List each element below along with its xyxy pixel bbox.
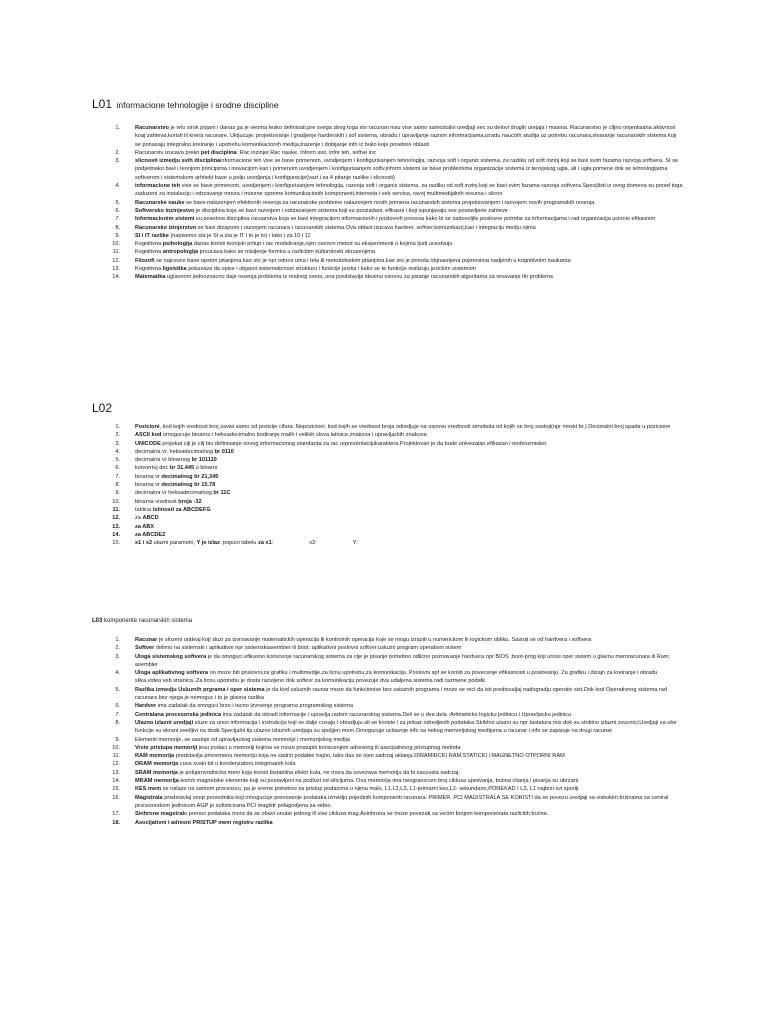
list-item [108,669,683,686]
item-text: x2: [309,540,317,547]
item-text: decimalna vr. heksadecimalnog [135,448,215,455]
item-text: : [271,540,274,547]
bold-term: MRAM memorija [135,778,179,785]
bold-term: SI i IT razlike [135,232,169,239]
bold-term: ABCD [142,515,159,522]
item-number: 10. [112,744,120,751]
section-title: komponente racunarskih sistema [104,618,193,624]
item-number: 4. [115,670,120,677]
bold-term: Magistrala [135,794,163,801]
item-text: predstavlja privremenu memoriju koja ne sadrzi podatke trajno, tako das se njen sadrzaj uklanja.DINAMIRCKI RAM,STATICKI i MAGNETNO OTPORNI RAM [174,753,565,760]
item-number: 1. [115,125,120,131]
list-item [108,273,683,281]
item-text: ima zadatak da obradi informacije i upravlja radom racunarskog sistema.Deli se u dva dela :Aritmeticko logicku jedinicu i Upravljacku jedinicu [221,711,572,718]
item-number: 11. [112,249,120,256]
item-text: tablica [135,506,153,513]
bold-term: Uloga aplikativnog softvera [135,670,209,677]
list-item [108,265,683,273]
item-number: 12. [112,761,120,768]
list-item [108,539,683,547]
item-number: 2. [115,149,120,156]
list-item [108,440,683,448]
list-item [108,248,683,256]
item-number: 8. [115,719,120,726]
bold-term: antropologija [162,249,199,256]
item-number: 13. [112,769,120,776]
bold-term: Ulazno izlazni uredjaji [135,719,194,726]
item-number: 7. [115,711,120,718]
item-number: 2. [115,645,120,652]
question-list-l02 [108,423,683,547]
bold-term: Racunarske nauke [135,199,185,206]
bold-term: Pozicioni [135,424,160,430]
bold-term: br 0110 [214,448,234,455]
bold-term: br 101110 [191,457,217,464]
list-item [108,423,683,431]
item-text: Kognitivna [135,249,163,256]
item-text: za [135,515,143,522]
item-text: Kognitivna [135,241,163,248]
item-number: 3. [115,158,120,165]
bold-term: ligvistika [162,266,187,273]
section-heading-l02 [92,399,112,417]
list-item [108,149,683,157]
item-text: sluze za unos informacija i instrukcija koji se dalje cuvaju i obradjuju ali se koriste i za prikaz odredjenih podataka.Striktno ulazni su npr tastatura mis dok su striktno izlazni zvucnici,Uredjaji sa obe funkcije su ekrani osetljivi na dodir.Specijalni tip ulazno izlaznih uredjaja su spoljjen mem.Omogucuje ucitavnje info sa nekog memorijskog medijuma u racunar i info se zapisuje na drugi racunar [135,719,677,735]
bold-term: Sinhrone magstral [135,811,185,818]
bold-term: RAM memorija [135,753,175,760]
item-number: 13. [112,523,120,530]
item-number: 13. [112,266,120,273]
list-item [108,215,683,223]
item-number: 9. [115,490,120,497]
item-number: 4. [115,183,120,190]
item-number: 3. [115,440,120,447]
question-list-l01 [108,124,683,282]
bold-term: slicnosti izmedju svih disciplina [135,158,221,165]
bold-term: informacione teh [135,183,181,190]
question-list-l03 [108,636,683,827]
item-number: 3. [115,653,120,660]
item-text: decimalna vr binarnog [135,457,192,464]
item-number: 2. [115,432,120,439]
item-number: 18. [112,819,120,826]
item-text: Elementi memorije, se sastoje od upravljackog sistema memorije i memorijskog medija [135,736,350,743]
list-item [108,431,683,439]
item-number: 8. [115,482,120,489]
item-number: 14. [112,274,120,281]
item-number: 4. [115,448,120,455]
item-text: cuva svaki bit u kondenzatoru integrisanih kola [178,761,296,768]
bold-term: Y je izlaz [196,540,220,547]
item-text: , kod kojih vrednost broj zavisi samo od pozicije cifara. Nepozicioni, kod kojih se vrednost broja odredjuje na osnovu vrednosti simobola od kojih se broj sastoji(npr rimski br.).Decimalni broj spada u pozicione [159,424,671,430]
bold-term: x1 i x2 [135,540,153,547]
item-number: 1. [115,637,120,643]
bold-term: Uloga sistemskog softvera [135,653,207,660]
list-item [108,819,683,827]
item-number: 11. [112,753,120,760]
item-number: 5. [115,457,120,464]
item-text: omogucuje binarno i heksadecimalno kodiranje malih i velikih slova latinice,znakova i upravljackih znakova [161,432,427,439]
bold-term: Informacionim sistemi [135,216,195,223]
item-number: 5. [115,686,120,693]
list-item [108,686,683,703]
section-code: L02 [92,401,113,415]
item-number: 10. [112,241,120,248]
item-text: konvertuj dec [135,465,170,472]
bold-term: br 11C [213,490,231,497]
bold-term: Razlika izmedju Usluznih prgrama i oper sistema [135,686,265,693]
bold-term: decimalnog br 15.78 [161,482,216,489]
item-number: 15. [112,786,120,793]
item-text: binarna vr [135,482,162,489]
list-item [108,456,683,464]
item-number: 14. [112,531,120,538]
list-item [108,232,683,240]
list-item [108,736,683,744]
list-item [108,644,683,652]
bold-term: Racunar [135,637,158,643]
item-text: pokusava da opise i objasni sistematicnost strukturu i funkcije jezika i kako se te funkcije realizuju jezickim sistemom [186,266,477,273]
item-text: informacione teh vise se bave primenom, uvodjenjem i konfigurisanjem tehnologija, razvoja soft i organiz sistema, za razliku od soft inzinj koji se bavi svim fazama razvoja softvera. SI se podjednako bavi i teorijom principima i inovacijom kao i primenom uvodjenjem i konfigurisanjem softv,inform sistemi se bave problemima organizacije sistema iz teroijskog ugla, ali i ugla primene dok se tehnologijama softverom i sistemskom arhitekt bave u polju uvodjenja i konfiguracije(vazi i za 4 pitanje razlike i slicnosti) [135,158,679,181]
section-heading-l03 [92,618,192,624]
list-item [108,257,683,265]
bold-term: Softversko inzinjestvo [135,207,195,214]
list-item [108,207,683,215]
list-item [108,794,683,811]
item-text: ima zadatak da omoguci brzo i tacno izvrsenje programa programskog sistema [156,703,353,710]
bold-term: Matematika [135,274,166,281]
item-text: koristi magnetske elemente koji su postavljeni na podlozi od silicijuma. Ova memorija ima neograniccen broj ciklusa upisivanja, brzina citanja i pisanja su ubrzani [178,778,579,785]
item-number: 14. [112,778,120,785]
list-item [108,719,683,736]
item-text: Racunarstv izucava preko [135,149,201,156]
item-text: uglavnom jednoznacno daje resenja problema iz realnog sveta, ona predstavlja idealnu osnovu za pisanje racunarskih algoritama za resavanje tih problema [165,274,553,281]
item-number: 16. [112,794,120,801]
item-text: (napisemo sta je SI a sta je IT i to je to) i tako i za 10 i 11 [168,232,311,239]
list-item [108,760,683,768]
item-number: 6. [115,703,120,710]
bold-term: Vrste pristupa memoriji [135,744,198,751]
section-code: L01 [92,97,113,111]
list-item [108,224,683,232]
item-text: je disciplina koja se bavi razvojem i odrzavanjem sistema koji su pouzadani, efikasni i koji ispunjavaju sve postavljene zahteve [194,207,508,214]
item-text: projekat ciji je cilj bio definisanje novog informacionog standarda za rac reprezentacijukaraktera.Projektovan je da bude univezalan,efikasan i nedvosmislen [160,440,547,447]
item-number: 8. [115,224,120,231]
list-item [108,182,683,199]
bold-term: ASCII kod [135,432,162,439]
list-item [108,473,683,481]
item-text: e prenos podataka mora da se obavi unutar jednog ili vise ciklusa mag.Asinhrona se moze povezati sa vecim brojem komponenata razlicitih brzina. [184,811,549,818]
list-item [108,514,683,522]
item-number: 12. [112,515,120,522]
item-text: je da kod usluznih raunar moze da funkcionise bez usluznih programa i moze se reci da isti predtsvaljaj nadogradju operativ sist.Dok kod Operativnog sistema rad racunara bez njega je nemoguc i to je glavna razlika [135,686,667,702]
list-item [108,702,683,710]
list-item [108,506,683,514]
list-item [108,777,683,785]
item-number: 15. [112,540,120,547]
bold-term: Racunarstvo [135,125,169,131]
item-text: Y: [352,540,358,547]
list-item [108,124,683,149]
bold-term: Asocijativni i adresni PRISTUP mem registru razlika [135,819,273,826]
list-item [108,744,683,752]
item-text: : popuni tabelu [219,540,259,547]
item-number: 9. [115,736,120,743]
list-item [108,810,683,818]
item-text: se bave nalazenjem efektivnih resenja za racunarske probleme nalazenjem novih primena racunarskih sistema projektovanjem i razvojem novih programskih resenja. [184,199,596,206]
bold-term: br 31.445 [169,465,195,472]
item-number: 6. [115,465,120,472]
item-text: delimo na sistemski i aplikativni npr sistemskiasembler ili boot; aplikativni poslovni softver;usluzni program operativni sistem [154,645,462,652]
list-item [108,489,683,497]
list-item [108,481,683,489]
list-item [108,636,683,644]
item-text: danas koristi teorijski pritup i rac modeliranje,njen osnovn metod su eksperimenti u kojima ljudi ucestvuju [192,241,453,248]
bold-term: za ABX [135,523,155,530]
bold-term: Filozofi [135,257,155,264]
list-item [108,531,683,539]
bold-term: UNICODE [135,440,161,447]
item-number: 7. [115,473,120,480]
list-item [108,240,683,248]
item-text: je da omoguci efikasno koriscenje racunarskog sistema za cije je pisanje potrebno odlicno poznavanje hardvera npr BIOS ;boot-prog koji unosi oper sistem u glavnu memracunara ili Ram; asembler [135,653,671,668]
item-text: vise se bave primenom, uvodjenjem i konfigurisanjem tehnologija, razvoja soft i organiz sistema, za razliku od soft inzinj koji se bavi svim fazama razvoja softvera.Specijlisti iz ovog domena su pored toga zaduzeni za instalaciju i odrzavanje mreza i mrezne opreme komunikacionih komponenti,interneta i veb servisa, ravoj multimedijalnih resursa i slicno [135,183,683,198]
item-text: : Rac inzinjer,Rac nauke, Inform sist, infor teh, softve inz [236,149,376,156]
bold-term: Softver [135,645,155,652]
item-text: decimalna vr heksadecimalnog [135,490,214,497]
list-item [108,157,683,182]
item-text: binarna vr [135,473,162,480]
bold-term: za ABCDEZ [135,531,166,538]
item-text: ulazni parametri, [152,540,197,547]
item-number: 12. [112,257,120,264]
item-number: 5. [115,199,120,206]
item-text: u binarni [194,465,218,472]
list-item [108,653,683,670]
list-item [108,199,683,207]
item-text: Kognitivna [135,266,163,273]
item-number: 6. [115,207,120,214]
bold-term: pet disciplina [200,149,237,156]
item-text: on moze biti poslovni,za grafiku i multimedije,za licnu upotrebu,za komunikaciju. Poslovni spf se koristi za povecanje efikasnosti u poslovanju. Za grafiku i dizajn za kreiranje i obradu slika,videa veb stranica..Za licnu upotrebu je dosta razvijeno dok softevr za komunikaciju povezuje dva udaljena sistema radi razmene podatk [135,670,658,685]
list-item [108,711,683,719]
list-item [108,448,683,456]
item-text: je slozeni urjdeaj koji sluzi za izvrsavanje matematickih operacija ili kontrolnih operacija koje se mogu izraziti u numerickom ili logickom obliku. Sastoji se od hardvera i softvera [157,637,592,643]
section-heading-l01 [92,95,279,113]
item-number: 10. [112,498,120,505]
item-text: su posebna disciplina racuarstva koja se bavi integracijom informacionih i poslovnih procesa kako bi se zadovoljile poslovne potrebe za informacijama i rad organizacija ucionio efikasnim [194,216,656,223]
item-number: 1. [115,424,120,430]
bold-term: psihologija [162,241,193,248]
item-text: se bavi dizajnom i razvojem racunara i racunarskih sistema.Ova oblast izucava hardver, softver,komunikacij,kao i integraciju medju njima [196,224,536,231]
list-item [108,523,683,531]
list-item [108,769,683,777]
item-text: je vrlo sirok pojam i danas ga je veoma tesko definisati,pre svega zbog toga sto racunari nisu vise samo samostalni uredjaji vec su delovi drugih urejaja i masina. Racunarstvo je ciljno orijentisana aktivnost koaj zahteva,koristi ili kreira racunare. Ukljucuje: projektovanje i gradjenje harderskih i sof sistema, obradu i upravljanje raznim informacijama,izradu naucnih studija uz potrebu racunara,stvaranje racunarskih sistema koji se ponasaju integralno,kreiranje i upotrebu komunikacionih medija,trazenje i dobijanje info iz builo koje posebne oblasti [135,125,677,148]
item-text: se najcesce bave opstim pitanjima kao sto je npr odnos uma i tela ili metodoloskim pitanjima,kao sto je priroda objnasnjena pojmovima nadjenih u kognitivnim naukama [154,257,571,264]
section-code: L03 [92,618,103,624]
bold-term: broja -32 [178,498,202,505]
item-text: jesu podaci u memoriji kojima se moze pristupiti koriscenjem adresnog ili asocijativnog pristupnog metoda [197,744,461,751]
bold-term: za x1 [258,540,272,547]
list-item [108,785,683,793]
bold-term: DRAM memorija [135,761,179,768]
bold-term: Racunarsko izinjerstvo [135,224,197,231]
item-text: se nalaze na samom procesoru, pa je vreme potrebno za pristup podacima u njima malo, L1,L2,L3, L1-primarni kes,L2- sekundarni,PONEKAD I L3, L1 najbrzi svi sporiji. [161,786,580,793]
bold-term: Centralana procesorska jedinica [135,711,222,718]
item-text: proucava kako se misljenje formira u razlicitim kulturoloski okruzenjima [198,249,376,256]
bold-term: KES mem [135,786,162,793]
list-item [108,464,683,472]
item-number: 11. [112,506,120,513]
item-number: 9. [115,232,120,239]
bold-term: istinosti za ABCDEFG [152,506,211,513]
item-number: 7. [115,216,120,223]
item-number: 17. [112,811,120,818]
bold-term: decimalnog br 21,345 [161,473,219,480]
list-item [108,498,683,506]
list-item [108,752,683,760]
item-text: je poluprovodnicka mem koja koristi bistabilna elektr kola, ne mora da osvezava memoriju da bi sacuvala sadrzaj. [177,769,460,776]
bold-term: Hardver [135,703,157,710]
item-text: binarna vrednost [135,498,179,505]
section-title: informacione tehnologije i srodne discipline [116,100,279,110]
item-text: predstavlaj snop provodnika koji omogucuje prenosenje podataka izmedju pojedinih komponenti racunara. PRIMER. PCI MAGISTRALA SE KORISTI da se povezu uredjaji sa viskokim brzinama sa central procesorskom jedinicom AGP je sofisticirana PCI magistr prilagodjena za video. [135,794,669,809]
bold-term: SRAM memorija [135,769,178,776]
